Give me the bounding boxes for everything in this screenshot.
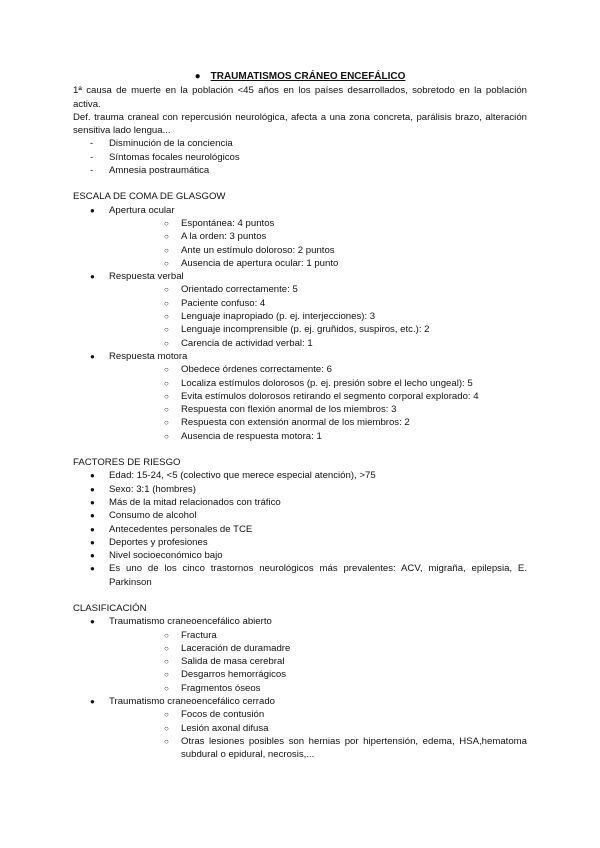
clasificacion-list bbox=[73, 615, 527, 761]
bullet-icon: ● bbox=[90, 617, 95, 627]
circle-bullet-icon: ○ bbox=[164, 378, 169, 388]
list-item: ○ Lenguaje incomprensible (p. ej. gruñidos, suspiros, etc.): 2 bbox=[164, 324, 430, 336]
list-item: - Síntomas focales neurológicos bbox=[73, 151, 527, 164]
circle-bullet-icon: ○ bbox=[164, 258, 169, 268]
circle-bullet-icon: ○ bbox=[164, 245, 169, 255]
circle-bullet-icon: ○ bbox=[164, 338, 169, 348]
document-title: ● TRAUMATISMOS CRÁNEO ENCEFÁLICO bbox=[194, 71, 406, 82]
list-item: ● Deportes y profesiones bbox=[90, 536, 208, 548]
circle-bullet-icon: ○ bbox=[164, 710, 169, 720]
list-item: ○ Localiza estímulos dolorosos (p. ej. presión sobre el lecho ungeal): 5 bbox=[164, 377, 473, 389]
circle-bullet-icon: ○ bbox=[164, 630, 169, 640]
bullet-icon: ● bbox=[90, 511, 95, 521]
circle-bullet-icon: ○ bbox=[164, 325, 169, 335]
circle-bullet-icon: ○ bbox=[164, 285, 169, 295]
list-item: ○ Desgarros hemorrágicos bbox=[164, 669, 287, 681]
circle-bullet-icon: ○ bbox=[164, 657, 169, 667]
circle-bullet-icon: ○ bbox=[164, 431, 169, 441]
circle-bullet-icon: ○ bbox=[164, 365, 169, 375]
list-item: ● Edad: 15-24, <5 (colectivo que merece especial atención), >75 bbox=[90, 470, 376, 482]
list-item: ○ Espontánea: 4 puntos bbox=[164, 217, 275, 229]
riesgo-heading: FACTORES DE RIESGO bbox=[73, 457, 181, 469]
bullet-icon: ● bbox=[90, 351, 95, 361]
list-item: ○ Focos de contusión bbox=[164, 709, 265, 721]
list-item: - Amnesia postraumática bbox=[73, 164, 527, 177]
list-item: ● Nivel socioeconómico bajo bbox=[90, 550, 223, 562]
list-item: ○ Lesión axonal difusa bbox=[164, 722, 269, 734]
circle-bullet-icon: ○ bbox=[164, 670, 169, 680]
list-item: ○ Salida de masa cerebral bbox=[164, 656, 285, 668]
bullet-icon: ● bbox=[90, 564, 95, 574]
bullet-icon: ● bbox=[90, 205, 95, 215]
list-item: ○ Respuesta con flexión anormal de los miembros: 3 bbox=[164, 404, 397, 416]
list-item: ○ Obedece órdenes correctamente: 6 bbox=[164, 364, 332, 376]
bullet-icon: ● bbox=[90, 272, 95, 282]
list-item: ○ Paciente confuso: 4 bbox=[164, 297, 266, 309]
glasgow-heading: ESCALA DE COMA DE GLASGOW bbox=[73, 191, 226, 203]
circle-bullet-icon: ○ bbox=[164, 298, 169, 308]
glasgow-list bbox=[73, 204, 527, 443]
circle-bullet-icon: ○ bbox=[164, 418, 169, 428]
list-item: - Disminución de la conciencia bbox=[73, 137, 527, 150]
intro-paragraph: 1ª causa de muerte en la población <45 años en los países desarrollados, sobretodo en la población activa. bbox=[73, 85, 527, 110]
list-item: ○ Ausencia de respuesta motora: 1 bbox=[164, 430, 322, 442]
circle-bullet-icon: ○ bbox=[164, 232, 169, 242]
list-item: ● Más de la mitad relacionados con tráfico bbox=[90, 496, 281, 508]
list-item: ● Apertura ocular ○ Espontánea: 4 puntos ○ A la orden: 3 puntos ○ Ante un estímulo doloroso: 2 puntos ○ Ausencia de apertura ocular: 1 punto bbox=[73, 204, 527, 270]
list-item: ● Consumo de alcohol bbox=[90, 510, 197, 522]
bullet-icon: ● bbox=[90, 551, 95, 561]
list-item: ● Sexo: 3:1 (hombres) bbox=[90, 483, 196, 495]
circle-bullet-icon: ○ bbox=[164, 723, 169, 733]
circle-bullet-icon: ○ bbox=[164, 218, 169, 228]
list-item: ○ Ante un estímulo doloroso: 2 puntos bbox=[164, 244, 335, 256]
list-item: ● Antecedentes personales de TCE bbox=[90, 523, 253, 535]
list-item: ● Traumatismo craneoencefálico abierto ○ Fractura ○ Laceración de duramadre ○ Salida de masa cerebral ○ Desgarros hemorrágicos ○ Fragmentos óseos bbox=[73, 615, 527, 695]
bullet-icon: ● bbox=[194, 71, 201, 82]
definition-list bbox=[73, 137, 527, 177]
bullet-icon: ● bbox=[90, 697, 95, 707]
bullet-icon: ● bbox=[90, 524, 95, 534]
list-item: ○ Orientado correctamente: 5 bbox=[164, 284, 298, 296]
riesgo-list bbox=[73, 469, 527, 589]
circle-bullet-icon: ○ bbox=[164, 312, 169, 322]
definition-paragraph: Def. trauma craneal con repercusión neurológica, afecta a una zona concreta, parálisis brazo, alteración sensitiva lado lengua... bbox=[73, 111, 527, 137]
list-item: ● Respuesta motora ○ Obedece órdenes correctamente: 6 ○ Localiza estímulos dolorosos (p. ej. presión sobre el lecho ungeal): 5 ○ Evita estímulos dolorosos retirando el segmento corporal explorado: 4 ○ Respuesta con flexión anormal de los miembros: 3 ○ Respuesta con extensión anormal de los miembros: 2 ○ Ausencia de respuesta motora: 1 bbox=[73, 350, 527, 443]
bullet-icon: ● bbox=[90, 484, 95, 494]
list-item: ○ Fractura bbox=[164, 629, 217, 641]
list-item: ○ Otras lesiones posibles son hernias por hipertensión, edema, HSA,hematoma subdural o epidural, necrosis,... bbox=[164, 735, 527, 761]
bullet-icon: ● bbox=[90, 471, 95, 481]
circle-bullet-icon: ○ bbox=[164, 643, 169, 653]
circle-bullet-icon: ○ bbox=[164, 391, 169, 401]
list-item: ○ Carencia de actividad verbal: 1 bbox=[164, 337, 313, 349]
circle-bullet-icon: ○ bbox=[164, 683, 169, 693]
list-item: ● Traumatismo craneoencefálico cerrado ○ Focos de contusión ○ Lesión axonal difusa ○ Otras lesiones posibles son hernias por hipertensión, edema, HSA,hematoma subdural o epidural, necrosis,... bbox=[90, 696, 527, 761]
list-item: ○ Lenguaje inapropiado (p. ej. interjecciones): 3 bbox=[164, 311, 376, 323]
circle-bullet-icon: ○ bbox=[164, 405, 169, 415]
list-item: ○ Fragmentos óseos bbox=[164, 682, 261, 694]
list-item: ○ Evita estímulos dolorosos retirando el segmento corporal explorado: 4 bbox=[164, 390, 479, 402]
list-item: ● Es uno de los cinco trastornos neurológicos más prevalentes: ACV, migraña, epilepsia, E. Parkinson bbox=[90, 563, 527, 588]
bullet-icon: ● bbox=[90, 497, 95, 507]
list-item: ● Respuesta verbal ○ Orientado correctamente: 5 ○ Paciente confuso: 4 ○ Lenguaje inapropiado (p. ej. interjecciones): 3 ○ Lenguaje incomprensible (p. ej. gruñidos, suspiros, etc.): 2 ○ Carencia de actividad verbal: 1 bbox=[73, 270, 527, 350]
clasificacion-heading: CLASIFICACIÓN bbox=[73, 602, 147, 614]
list-item: ○ A la orden: 3 puntos bbox=[164, 231, 267, 243]
circle-bullet-icon: ○ bbox=[164, 736, 169, 746]
list-item: ○ Laceración de duramadre bbox=[164, 642, 291, 654]
list-item: ○ Respuesta con extensión anormal de los miembros: 2 bbox=[164, 417, 410, 429]
bullet-icon: ● bbox=[90, 537, 95, 547]
list-item: ○ Ausencia de apertura ocular: 1 punto bbox=[164, 257, 339, 269]
document-page bbox=[73, 70, 527, 762]
